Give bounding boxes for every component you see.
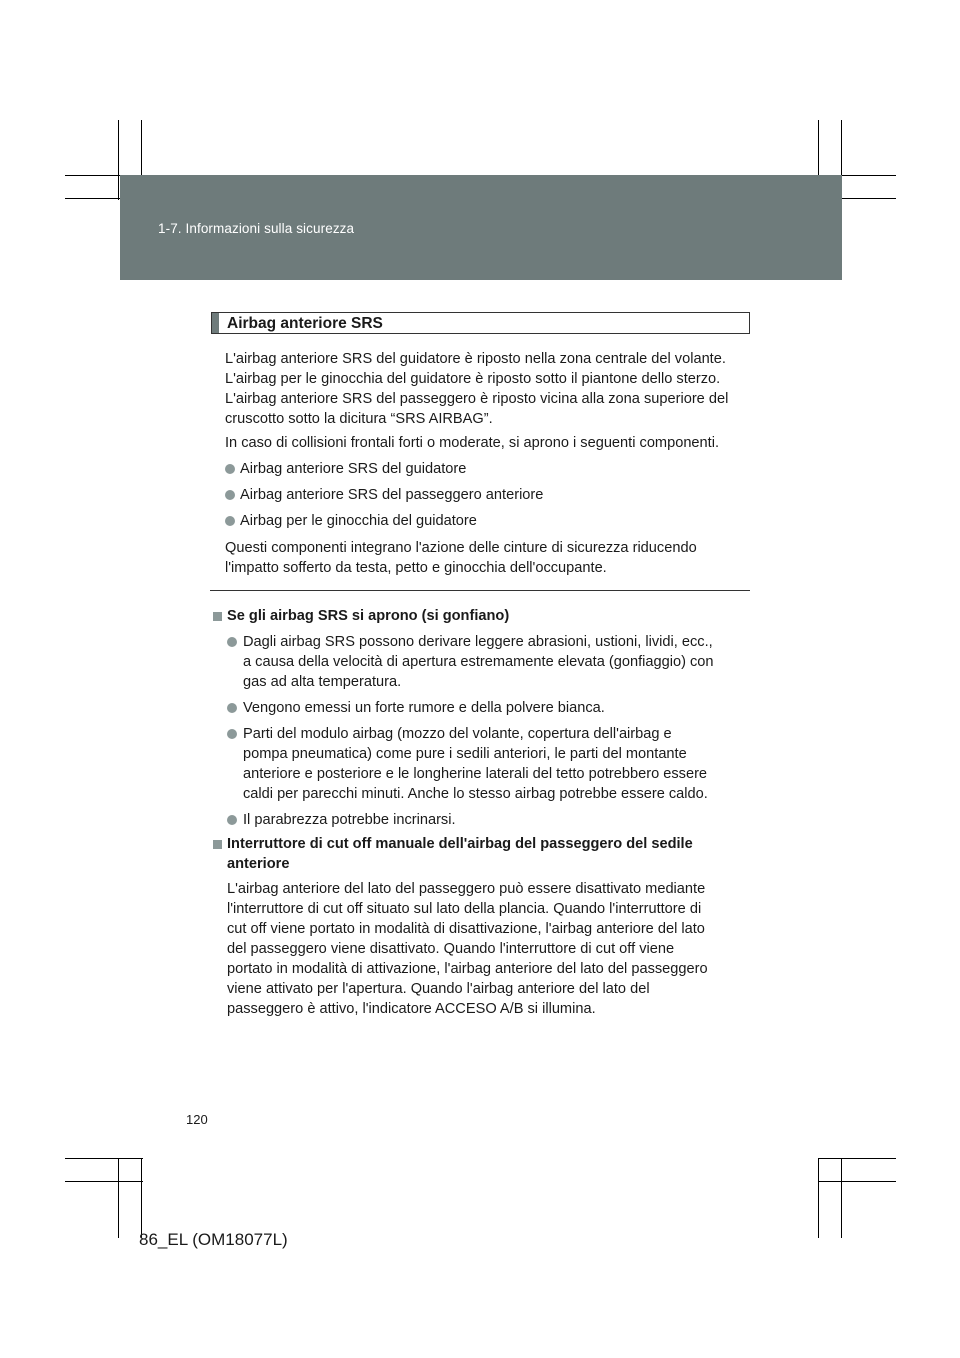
- square-bullet-icon: [213, 612, 222, 621]
- crop-mark: [65, 1158, 143, 1159]
- summary-line: Questi componenti integrano l'azione delle cinture di sicurezza riducendo: [225, 540, 697, 556]
- note-line: anteriore e posteriore e le longherine laterali del tetto potrebbero essere: [243, 766, 708, 782]
- component-item: Airbag anteriore SRS del passeggero anteriore: [240, 487, 544, 503]
- note-line: a causa della velocità di apertura estremamente elevata (gonfiaggio) con: [243, 654, 714, 670]
- section-title: Airbag anteriore SRS: [227, 315, 383, 332]
- square-bullet-icon: [213, 840, 222, 849]
- note-bullet: [243, 632, 737, 692]
- summary-paragraph: [225, 538, 750, 578]
- note-title-line: anteriore: [227, 856, 290, 872]
- crop-mark: [118, 1158, 119, 1238]
- bullet-icon: [227, 815, 237, 825]
- crop-mark: [818, 1158, 819, 1238]
- crop-mark: [141, 1158, 142, 1238]
- para-line: passeggero è attivo, l'indicatore ACCESO A/B si illumina.: [227, 1001, 596, 1017]
- note-bullet: Vengono emessi un forte rumore e della polvere bianca.: [243, 700, 605, 716]
- note-bullet: Il parabrezza potrebbe incrinarsi.: [243, 812, 456, 828]
- collision-line: In caso di collisioni frontali forti o moderate, si aprono i seguenti componenti.: [225, 435, 720, 451]
- bullet-icon: [225, 464, 235, 474]
- intro-line: L'airbag anteriore SRS del passeggero è riposto vicina alla zona superiore del: [225, 391, 729, 407]
- note-line: caldi per parecchi minuti. Anche lo stesso airbag potrebbe essere caldo.: [243, 786, 708, 802]
- cutoff-paragraph: [227, 879, 744, 1019]
- para-line: l'interruttore di cut off situato sul lato della plancia. Quando l'interruttore di: [227, 901, 702, 917]
- bullet-icon: [225, 516, 235, 526]
- crop-mark: [841, 1158, 842, 1238]
- component-item: Airbag per le ginocchia del guidatore: [240, 513, 477, 529]
- note-title-line: Interruttore di cut off manuale dell'airbag del passeggero del sedile: [227, 836, 693, 852]
- bullet-icon: [227, 729, 237, 739]
- note-line: gas ad alta temperatura.: [243, 674, 402, 690]
- note-title: Se gli airbag SRS si aprono (si gonfiano): [227, 608, 510, 624]
- para-line: viene attivato per l'apertura. Quando l'airbag anteriore del lato del: [227, 981, 650, 997]
- divider: [210, 590, 750, 591]
- bullet-icon: [225, 490, 235, 500]
- para-line: del passeggero viene disattivato. Quando l'interruttore di cut off viene: [227, 941, 675, 957]
- section-title-box: [211, 312, 750, 334]
- crop-mark: [818, 1158, 896, 1159]
- footer-code: 86_EL (OM18077L): [139, 1230, 288, 1249]
- title-accent-bar: [212, 313, 219, 333]
- para-line: cut off viene portato in modalità di disattivazione, l'airbag anteriore del lato: [227, 921, 705, 937]
- intro-line: cruscotto sotto la dicitura “SRS AIRBAG”.: [225, 411, 493, 427]
- bullet-icon: [227, 703, 237, 713]
- intro-line: L'airbag anteriore SRS del guidatore è riposto nella zona centrale del volante.: [225, 351, 726, 367]
- para-line: L'airbag anteriore del lato del passeggero può essere disattivato mediante: [227, 881, 706, 897]
- page-number: 120: [186, 1112, 208, 1127]
- component-item: Airbag anteriore SRS del guidatore: [240, 461, 467, 477]
- note-line: pompa pneumatica) come pure i sedili anteriori, le parti del montante: [243, 746, 687, 762]
- summary-line: l'impatto sofferto da testa, petto e ginocchia dell'occupante.: [225, 560, 607, 576]
- para-line: portato in modalità di attivazione, l'airbag anteriore del lato del passeggero: [227, 961, 708, 977]
- note-bullet: [243, 724, 737, 804]
- note-line: Parti del modulo airbag (mozzo del volante, copertura dell'airbag e: [243, 726, 672, 742]
- intro-line: L'airbag per le ginocchia del guidatore è riposto sotto il piantone dello sterzo.: [225, 371, 721, 387]
- note-title: [227, 834, 744, 874]
- bullet-icon: [227, 637, 237, 647]
- note-line: Dagli airbag SRS possono derivare leggere abrasioni, ustioni, lividi, ecc.,: [243, 634, 713, 650]
- intro-paragraph: [225, 349, 750, 429]
- crop-mark: [65, 1181, 143, 1182]
- crop-mark: [118, 120, 119, 200]
- section-label: 1-7. Informazioni sulla sicurezza: [158, 221, 355, 236]
- crop-mark: [818, 1181, 896, 1182]
